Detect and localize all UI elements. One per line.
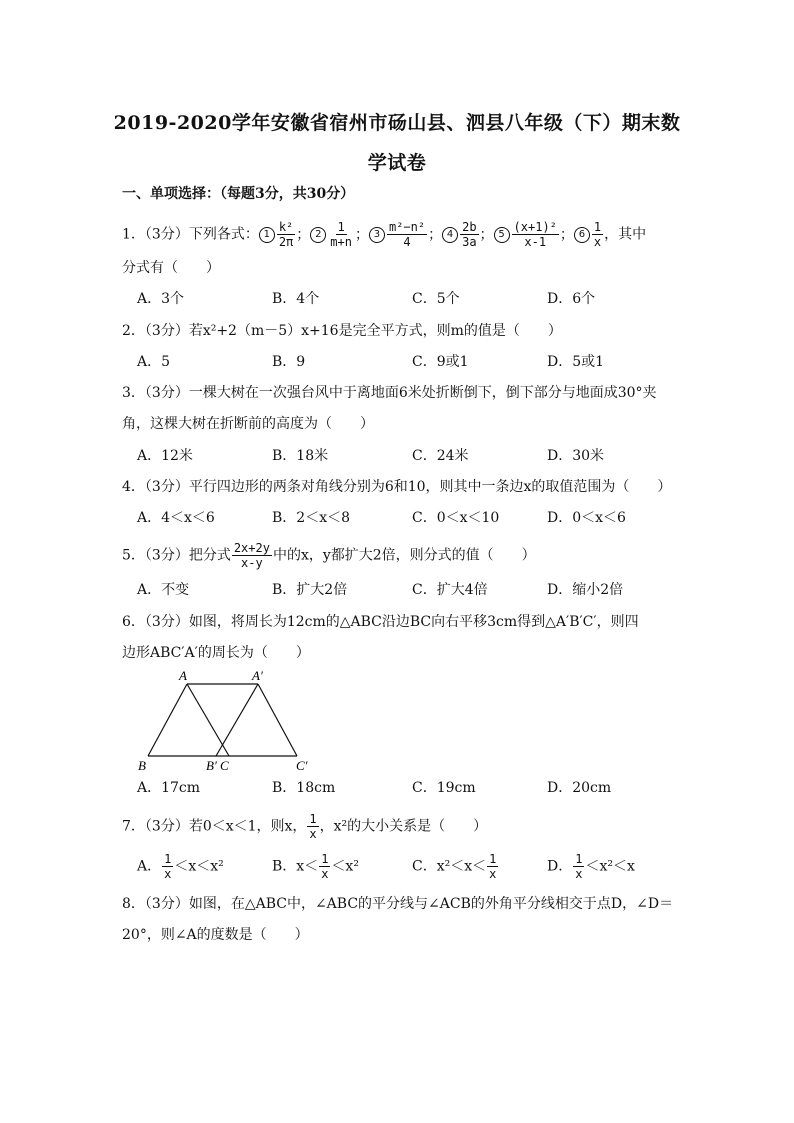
question-1-fraction — [277, 220, 295, 249]
fraction-numerator: m²−n² — [388, 220, 426, 234]
separator: ； — [354, 226, 369, 243]
question-6-option-c[interactable]: C．19cm — [412, 780, 476, 796]
separator: ； — [479, 226, 494, 243]
fraction-numerator: 1 — [593, 220, 602, 234]
question-3-option-b[interactable]: B．18米 — [272, 448, 329, 464]
fraction-denominator: 3a — [462, 235, 477, 249]
question-1-item-5 — [494, 220, 574, 249]
separator: ； — [296, 226, 311, 243]
question-4-option-a[interactable]: A．4＜x＜6 — [137, 510, 215, 526]
question-7-option-a[interactable]: A． $\frac{1}{x}$ ＜x＜x² — [137, 852, 224, 881]
question-7-option-c[interactable]: C．x²＜x＜ $\frac{1}{x}$ — [412, 852, 497, 881]
question-5-fraction: $\frac{2x+2y}{x-y}$ — [233, 541, 270, 570]
question-1-item-2 — [310, 220, 369, 249]
question-7-fraction: $\frac{1}{x}$ — [309, 812, 317, 841]
fraction-denominator: m+n — [330, 235, 352, 249]
circled-number-6: 6 — [574, 227, 590, 243]
figure-label-a-prime: A′ — [252, 668, 263, 683]
question-6-option-d[interactable]: D．20cm — [547, 780, 612, 796]
question-1-item-1 — [259, 220, 311, 249]
question-8-stem: 8．（3分）如图，在△ABC中，∠ABC的平分线与∠ACB的外角平分线相交于点D，∠D＝ — [122, 896, 674, 912]
question-2-option-b[interactable]: B．9 — [272, 354, 306, 370]
figure-label-b: B — [138, 758, 146, 773]
question-4-option-b[interactable]: B．2＜x＜8 — [272, 510, 350, 526]
question-5-option-d[interactable]: D．缩小2倍 — [547, 582, 624, 598]
question-5-option-b[interactable]: B．扩大2倍 — [272, 582, 348, 598]
circled-number-5: 5 — [494, 227, 510, 243]
question-5-stem: 5．（3分）把分式 $\frac{2x+2y}{x-y}$ 中的x，y都扩大2倍，则分式的值（ ） — [122, 541, 536, 570]
fraction-denominator: 4 — [403, 235, 411, 249]
fraction-numerator: (x+1)² — [513, 220, 557, 234]
question-1-option-c[interactable]: C．5个 — [412, 291, 460, 307]
figure-label-c-prime: C′ — [296, 758, 308, 773]
question-5-option-a[interactable]: A．不变 — [137, 582, 190, 598]
question-3-stem: 3．（3分）一棵大树在一次强台风中于离地面6米处折断倒下，倒下部分与地面成30°夹 — [122, 385, 657, 401]
question-8-stem-line2: 20°，则∠A的度数是（ ） — [122, 927, 309, 943]
question-1-fraction — [512, 220, 559, 249]
question-1-option-b[interactable]: B．4个 — [272, 291, 320, 307]
question-1-item-3 — [369, 220, 443, 249]
question-1-fraction — [460, 220, 478, 249]
question-1-fraction — [592, 220, 603, 249]
question-4-option-c[interactable]: C．0＜x＜10 — [412, 510, 500, 526]
figure-segment-a2c2 — [258, 684, 297, 756]
fraction-denominator: x — [593, 235, 602, 249]
question-1-stem-line2: 分式有（ ） — [122, 260, 220, 276]
question-7-stem: 7．（3分）若0＜x＜1，则x， $\frac{1}{x}$ ，x²的大小关系是（ ） — [122, 812, 488, 841]
question-2-stem: 2．（3分）若x²+2（m－5）x+16是完全平方式，则m的值是（ ） — [122, 323, 562, 339]
fraction-numerator: 1 — [337, 220, 345, 234]
circled-number-3: 3 — [369, 227, 385, 243]
separator: ； — [559, 226, 574, 243]
question-2-option-a[interactable]: A．5 — [137, 354, 171, 370]
question-1-option-d[interactable]: D．6个 — [547, 291, 596, 307]
question-1-option-a[interactable]: A．3个 — [137, 291, 185, 307]
question-5-option-c[interactable]: C．扩大4倍 — [412, 582, 488, 598]
figure-segment-b2a2 — [216, 684, 258, 756]
figure-label-b-prime-c: B′ C — [206, 758, 229, 773]
question-3-option-d[interactable]: D．30米 — [547, 448, 605, 464]
question-2-option-d[interactable]: D．5或1 — [547, 354, 605, 370]
fraction-denominator: x-1 — [524, 235, 547, 249]
question-3-stem-line2: 角，这棵大树在折断前的高度为（ ） — [122, 416, 374, 432]
question-1-fraction — [328, 220, 354, 249]
circled-number-2: 2 — [310, 227, 326, 243]
question-3-option-c[interactable]: C．24米 — [412, 448, 469, 464]
question-6-option-b[interactable]: B．18cm — [272, 780, 336, 796]
exam-title-line2: 学试卷 — [367, 152, 427, 174]
question-6-stem: 6．（3分）如图，将周长为12cm的△ABC沿边BC向右平移3cm得到△A′B′C′，则四 — [122, 614, 639, 630]
question-1-stem: 1．（3分）下列各式： 1 $\frac{\text{k²}}{2\pi}$ ； 2 $\frac{1}{m+n}$ ； 3 $\frac{\text{m²−n²}}{4}$ ； 4 $\frac{2b}{3a}$ ； 5 $\frac{\text{(x+1)²}}{x-1}$ ； 6 $\frac{1}{x}$ ，其中 — [122, 220, 647, 249]
question-1-item-4 — [442, 220, 494, 249]
question-6-option-a[interactable]: A．17cm — [137, 780, 201, 796]
fraction-numerator: 2b — [462, 220, 477, 234]
question-3-option-a[interactable]: A．12米 — [137, 448, 193, 464]
exam-title-line1: 2019-2020学年安徽省宿州市砀山县、泗县八年级（下）期末数 — [113, 112, 681, 134]
circled-number-1: 1 — [259, 227, 275, 243]
translation-figure — [130, 665, 330, 777]
question-2-option-c[interactable]: C．9或1 — [412, 354, 469, 370]
figure-label-a: A — [179, 668, 187, 683]
question-7-option-d[interactable]: D． $\frac{1}{x}$ ＜x²＜x — [547, 852, 635, 881]
section-heading: 一、单项选择：（每题3分，共30分） — [122, 186, 355, 202]
fraction-numerator: k² — [278, 220, 294, 234]
fraction-denominator: 2π — [278, 235, 294, 249]
question-1-fraction — [387, 220, 427, 249]
separator: ； — [428, 226, 443, 243]
question-4-stem: 4．（3分）平行四边形的两条对角线分别为6和10，则其中一条边x的取值范围为（ ） — [122, 479, 672, 495]
question-6-stem-line2: 边形ABC′A′的周长为（ ） — [122, 645, 310, 661]
question-4-option-d[interactable]: D．0＜x＜6 — [547, 510, 626, 526]
figure-segment-ba — [148, 684, 187, 756]
question-1-item-6 — [574, 220, 604, 249]
question-7-option-b[interactable]: B．x＜ $\frac{1}{x}$ ＜x² — [272, 852, 359, 881]
circled-number-4: 4 — [442, 227, 458, 243]
